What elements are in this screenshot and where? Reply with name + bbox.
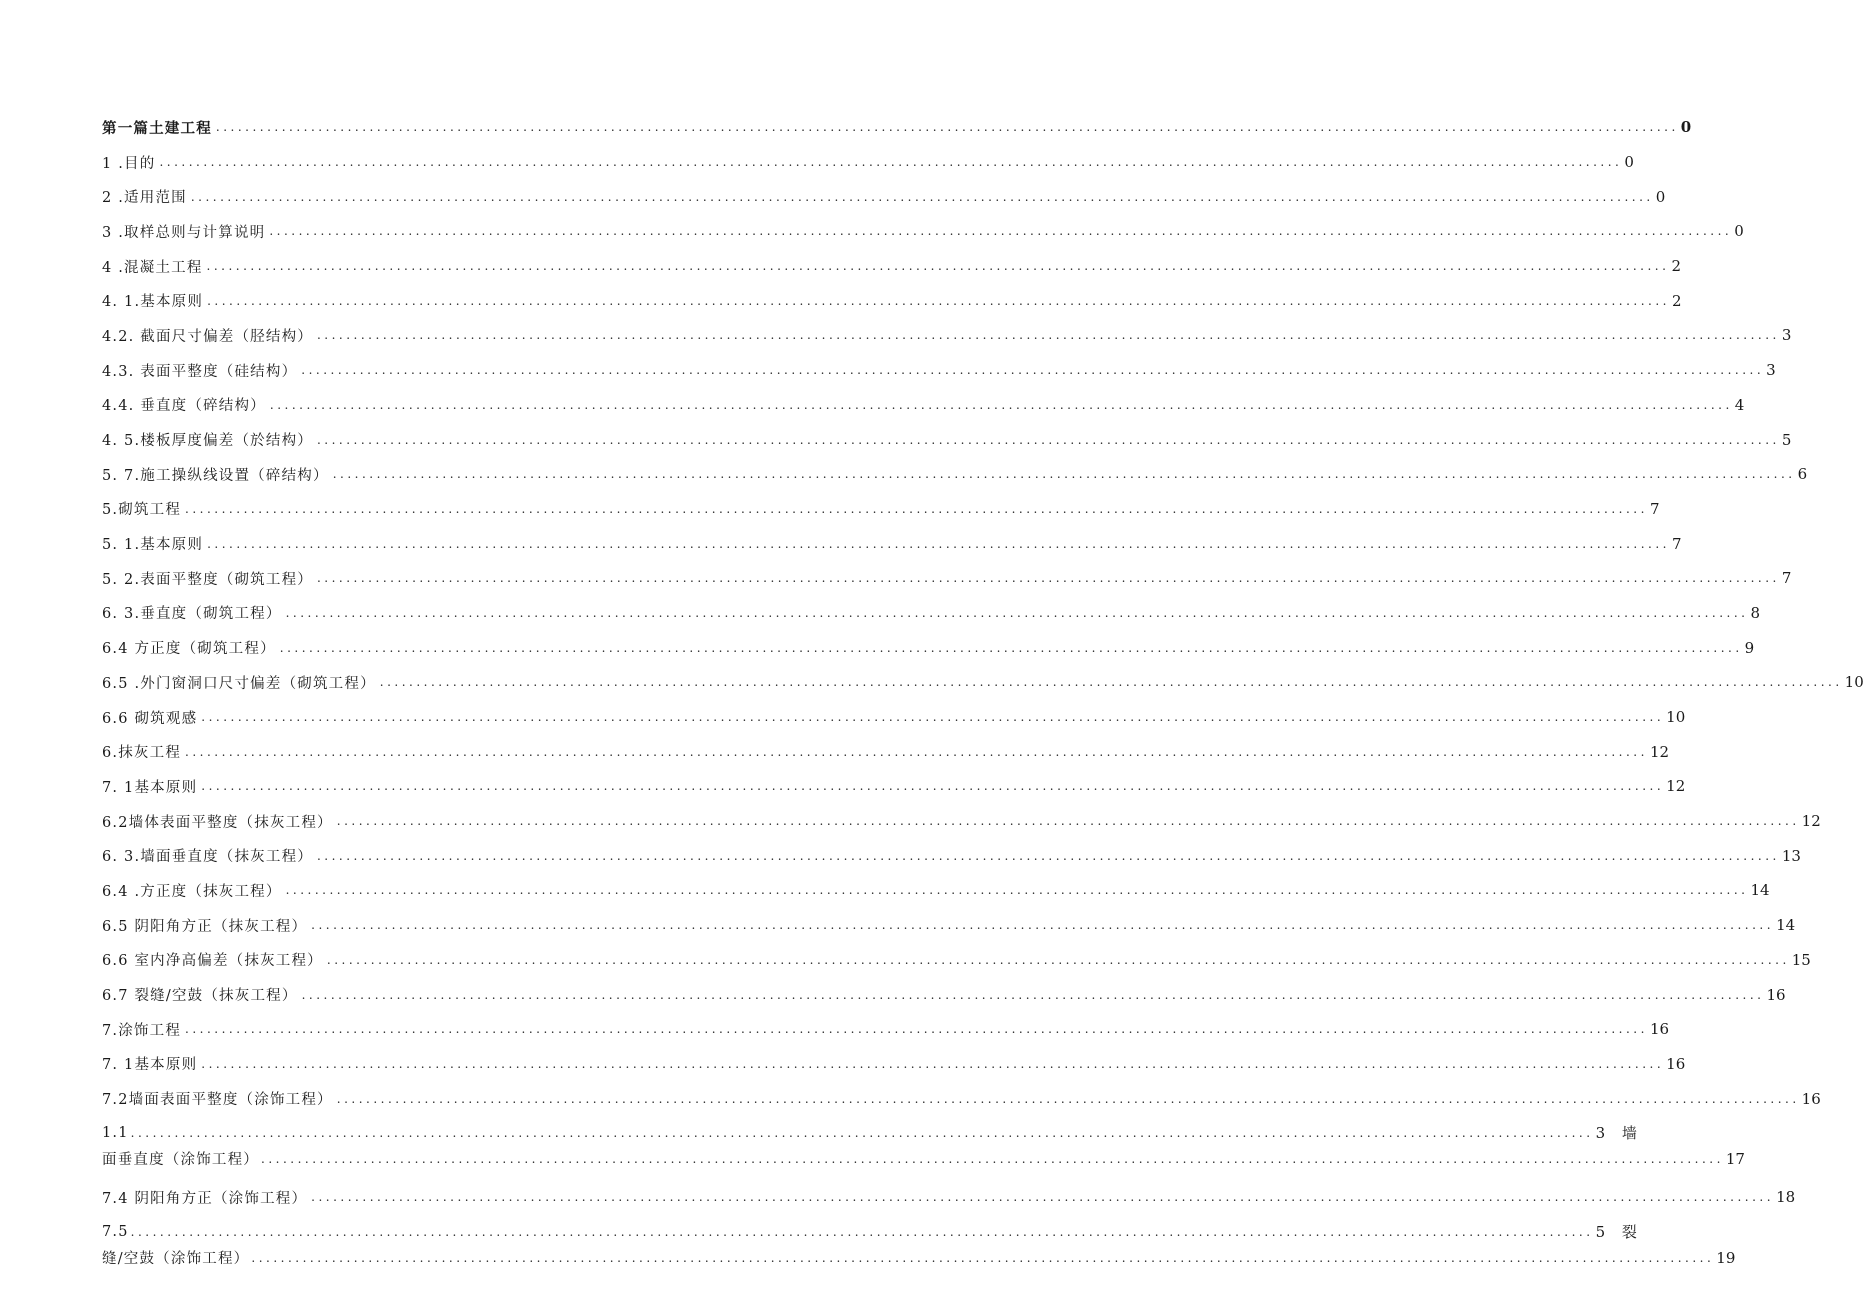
dot-leader: ........................................................................................................................................................................................................ bbox=[185, 744, 1648, 759]
toc-entry-label: 6.4 方正度（砌筑工程） bbox=[102, 641, 276, 658]
toc-entry[interactable] bbox=[102, 630, 1755, 665]
dot-leader: ........................................................................................................................................................................................................ bbox=[301, 987, 1765, 1002]
toc-entry-label: 1 .目的 bbox=[102, 155, 156, 172]
toc-page-number: 7 bbox=[1781, 569, 1792, 588]
dot-leader: ........................................................................................................................................................................................................ bbox=[379, 675, 1843, 690]
toc-entry[interactable] bbox=[102, 596, 1761, 631]
toc-entry[interactable] bbox=[102, 283, 1682, 318]
dot-leader: ........................................................................................................................................................................................................ bbox=[332, 467, 1796, 482]
toc-entry-label: 7.4 阴阳角方正（涂饰工程） bbox=[102, 1190, 308, 1207]
toc-entry-part-title[interactable] bbox=[102, 110, 1692, 145]
dot-leader: ........................................................................................................................................................................................................ bbox=[311, 918, 1775, 933]
toc-entry-label: 6.2墙体表面平整度（抹灰工程） bbox=[102, 814, 333, 831]
toc-entry[interactable] bbox=[102, 1081, 1821, 1116]
dot-leader: ........................................................................................................................................................................................................ bbox=[185, 501, 1648, 516]
toc-page-number: 2 bbox=[1671, 291, 1682, 310]
toc-entry[interactable] bbox=[102, 492, 1660, 527]
toc-entry[interactable] bbox=[102, 422, 1792, 457]
toc-entry[interactable] bbox=[102, 734, 1670, 769]
toc-entry-label: 7. 1基本原则 bbox=[102, 1057, 198, 1074]
toc-page-number: 15 bbox=[1791, 950, 1811, 969]
dot-leader: ........................................................................................................................................................................................................ bbox=[261, 1151, 1724, 1166]
dot-leader: ........................................................................................................................................................................................................ bbox=[185, 1022, 1648, 1037]
toc-page-number: 14 bbox=[1776, 916, 1796, 935]
toc-page-number: 5 bbox=[1781, 430, 1792, 449]
dot-leader: ........................................................................................................................................................................................................ bbox=[279, 640, 1743, 655]
toc-page-number: 19 bbox=[1716, 1248, 1736, 1267]
toc-page-number: 0 bbox=[1624, 153, 1634, 172]
dot-leader: ........................................................................................................................................................................................................ bbox=[326, 952, 1790, 967]
toc-page-number: 13 bbox=[1781, 846, 1801, 865]
toc-entry[interactable] bbox=[102, 145, 1634, 180]
dot-leader: ........................................................................................................................................................................................................ bbox=[285, 883, 1749, 898]
toc-entry-label: 6.5 阴阳角方正（抹灰工程） bbox=[102, 918, 308, 935]
toc-entry-label: 4. 1.基本原则 bbox=[102, 294, 204, 311]
toc-entry-wrapped-3-wall[interactable] bbox=[102, 1120, 1745, 1180]
toc-page-number: 9 bbox=[1744, 638, 1755, 657]
dot-leader: ........................................................................................................................................................................................................ bbox=[301, 363, 1765, 378]
toc-page-number: 16 bbox=[1649, 1020, 1670, 1039]
toc-page-number: 6 bbox=[1797, 465, 1808, 484]
toc-entry-label-continued: 缝/空鼓（涂饰工程） bbox=[102, 1251, 250, 1268]
toc-page-number: 17 bbox=[1725, 1149, 1745, 1168]
dot-leader: ........................................................................................................................................................................................................ bbox=[201, 1056, 1665, 1071]
toc-page-number: 0 bbox=[1680, 118, 1692, 137]
dot-leader: ........................................................................................................................................................................................................ bbox=[336, 1091, 1800, 1106]
dot-leader: ........................................................................................................................................................................................................ bbox=[130, 1125, 1594, 1140]
toc-entry-label: 4.2. 截面尺寸偏差（胫结构） bbox=[102, 328, 313, 345]
dot-leader: ........................................................................................................................................................................................................ bbox=[311, 1190, 1775, 1205]
toc-page-number: 3 bbox=[1781, 326, 1792, 345]
toc-entry[interactable] bbox=[102, 977, 1786, 1012]
dot-leader: ........................................................................................................................................................................................................ bbox=[190, 189, 1654, 204]
toc-entry[interactable] bbox=[102, 388, 1745, 423]
toc-entry[interactable] bbox=[102, 838, 1801, 873]
dot-leader: ........................................................................................................................................................................................................ bbox=[269, 224, 1733, 239]
toc-page-number: 12 bbox=[1801, 812, 1821, 831]
toc-entry[interactable] bbox=[102, 769, 1686, 804]
toc-page-number: 16 bbox=[1766, 985, 1786, 1004]
toc-entry-label: 7. 1基本原则 bbox=[102, 779, 198, 796]
toc-entry-label: 6.抹灰工程 bbox=[102, 745, 182, 762]
dot-leader: ........................................................................................................................................................................................................ bbox=[316, 571, 1780, 586]
toc-page-number: 10 bbox=[1844, 673, 1864, 692]
dot-leader: ........................................................................................................................................................................................................ bbox=[215, 120, 1679, 135]
toc-entry-label: 4. 5.楼板厚度偏差（於结构） bbox=[102, 433, 313, 450]
toc-entry-label: 6.7 裂缝/空鼓（抹灰工程） bbox=[102, 988, 298, 1005]
toc-entry-label: 6.6 室内净高偏差（抹灰工程） bbox=[102, 953, 323, 970]
toc-entry[interactable] bbox=[102, 1180, 1796, 1215]
toc-entry-label-tail: 3 墙 bbox=[1595, 1124, 1643, 1143]
toc-entry[interactable] bbox=[102, 561, 1792, 596]
dot-leader: ........................................................................................................................................................................................................ bbox=[130, 1224, 1594, 1239]
table-of-contents bbox=[102, 110, 1864, 1279]
toc-page-number: 7 bbox=[1671, 534, 1682, 553]
toc-entry-label: 5. 2.表面平整度（砌筑工程） bbox=[102, 571, 313, 588]
toc-page-number: 0 bbox=[1734, 222, 1744, 241]
dot-leader: ........................................................................................................................................................................................................ bbox=[316, 432, 1780, 447]
toc-entry[interactable] bbox=[102, 353, 1776, 388]
toc-entry-label: 5. 1.基本原则 bbox=[102, 537, 204, 554]
toc-entry[interactable] bbox=[102, 249, 1681, 284]
toc-entry[interactable] bbox=[102, 908, 1796, 943]
dot-leader: ........................................................................................................................................................................................................ bbox=[207, 536, 1670, 551]
dot-leader: ........................................................................................................................................................................................................ bbox=[336, 814, 1800, 829]
dot-leader: ........................................................................................................................................................................................................ bbox=[207, 293, 1670, 308]
toc-page-number: 10 bbox=[1666, 708, 1686, 727]
toc-page-number: 7 bbox=[1649, 499, 1660, 518]
toc-entry[interactable] bbox=[102, 943, 1811, 978]
toc-page-number: 8 bbox=[1750, 603, 1761, 622]
toc-entry[interactable] bbox=[102, 873, 1770, 908]
toc-entry[interactable] bbox=[102, 665, 1864, 700]
toc-entry[interactable] bbox=[102, 457, 1808, 492]
toc-entry-label: 6. 3.墙面垂直度（抹灰工程） bbox=[102, 849, 313, 866]
toc-entry-label: 6. 3.垂直度（砌筑工程） bbox=[102, 606, 282, 623]
toc-page-number: 2 bbox=[1671, 257, 1681, 276]
dot-leader: ........................................................................................................................................................................................................ bbox=[251, 1250, 1715, 1265]
toc-entry[interactable] bbox=[102, 318, 1792, 353]
toc-entry-wrapped-5-crack[interactable] bbox=[102, 1219, 1736, 1279]
toc-entry-label: 4 .混凝土工程 bbox=[102, 259, 203, 276]
toc-entry[interactable] bbox=[102, 214, 1744, 249]
toc-entry-label-tail: 5 裂 bbox=[1595, 1223, 1643, 1242]
toc-page-number: 18 bbox=[1776, 1188, 1796, 1207]
dot-leader: ........................................................................................................................................................................................................ bbox=[201, 779, 1665, 794]
toc-entry-label: 5. 7.施工操纵线设置（碎结构） bbox=[102, 467, 329, 484]
toc-entry-label: 4.3. 表面平整度（硅结构） bbox=[102, 363, 298, 380]
toc-page-number: 0 bbox=[1655, 187, 1666, 206]
dot-leader: ........................................................................................................................................................................................................ bbox=[201, 710, 1665, 725]
toc-page-number: 16 bbox=[1801, 1089, 1821, 1108]
toc-entry[interactable] bbox=[102, 526, 1682, 561]
dot-leader: ........................................................................................................................................................................................................ bbox=[159, 155, 1623, 170]
toc-entry-label: 7.5 bbox=[102, 1223, 129, 1240]
toc-page-number: 12 bbox=[1666, 777, 1686, 796]
toc-entry-label: 6.6 砌筑观感 bbox=[102, 710, 198, 727]
toc-page-number: 16 bbox=[1666, 1054, 1686, 1073]
toc-entry-label-continued: 面垂直度（涂饰工程） bbox=[102, 1152, 259, 1169]
toc-entry-label: 第一篇土建工程 bbox=[102, 119, 212, 137]
toc-entry-label: 7.涂饰工程 bbox=[102, 1022, 182, 1039]
toc-page-number: 12 bbox=[1649, 742, 1670, 761]
toc-page-number: 4 bbox=[1734, 395, 1745, 414]
toc-page-number: 14 bbox=[1750, 881, 1770, 900]
dot-leader: ........................................................................................................................................................................................................ bbox=[316, 328, 1780, 343]
toc-entry-label: 6.5 .外门窗洞口尺寸偏差（砌筑工程） bbox=[102, 675, 376, 692]
toc-page-number: 3 bbox=[1766, 361, 1776, 380]
toc-entry[interactable] bbox=[102, 1012, 1670, 1047]
toc-entry-label: 4.4. 垂直度（碎结构） bbox=[102, 398, 266, 415]
toc-entry-label: 5.砌筑工程 bbox=[102, 502, 182, 519]
dot-leader: ........................................................................................................................................................................................................ bbox=[269, 397, 1733, 412]
toc-entry-label: 1.1 bbox=[102, 1124, 129, 1141]
toc-entry-label: 7.2墙面表面平整度（涂饰工程） bbox=[102, 1092, 333, 1109]
toc-entry[interactable] bbox=[102, 804, 1821, 839]
toc-entry[interactable] bbox=[102, 179, 1666, 214]
dot-leader: ........................................................................................................................................................................................................ bbox=[206, 259, 1670, 274]
dot-leader: ........................................................................................................................................................................................................ bbox=[285, 605, 1749, 620]
dot-leader: ........................................................................................................................................................................................................ bbox=[316, 848, 1780, 863]
toc-entry-label: 3 .取样总则与计算说明 bbox=[102, 224, 266, 241]
toc-entry-label: 6.4 .方正度（抹灰工程） bbox=[102, 883, 282, 900]
toc-entry[interactable] bbox=[102, 1047, 1686, 1082]
toc-entry-label: 2 .适用范围 bbox=[102, 190, 187, 207]
toc-entry[interactable] bbox=[102, 700, 1686, 735]
